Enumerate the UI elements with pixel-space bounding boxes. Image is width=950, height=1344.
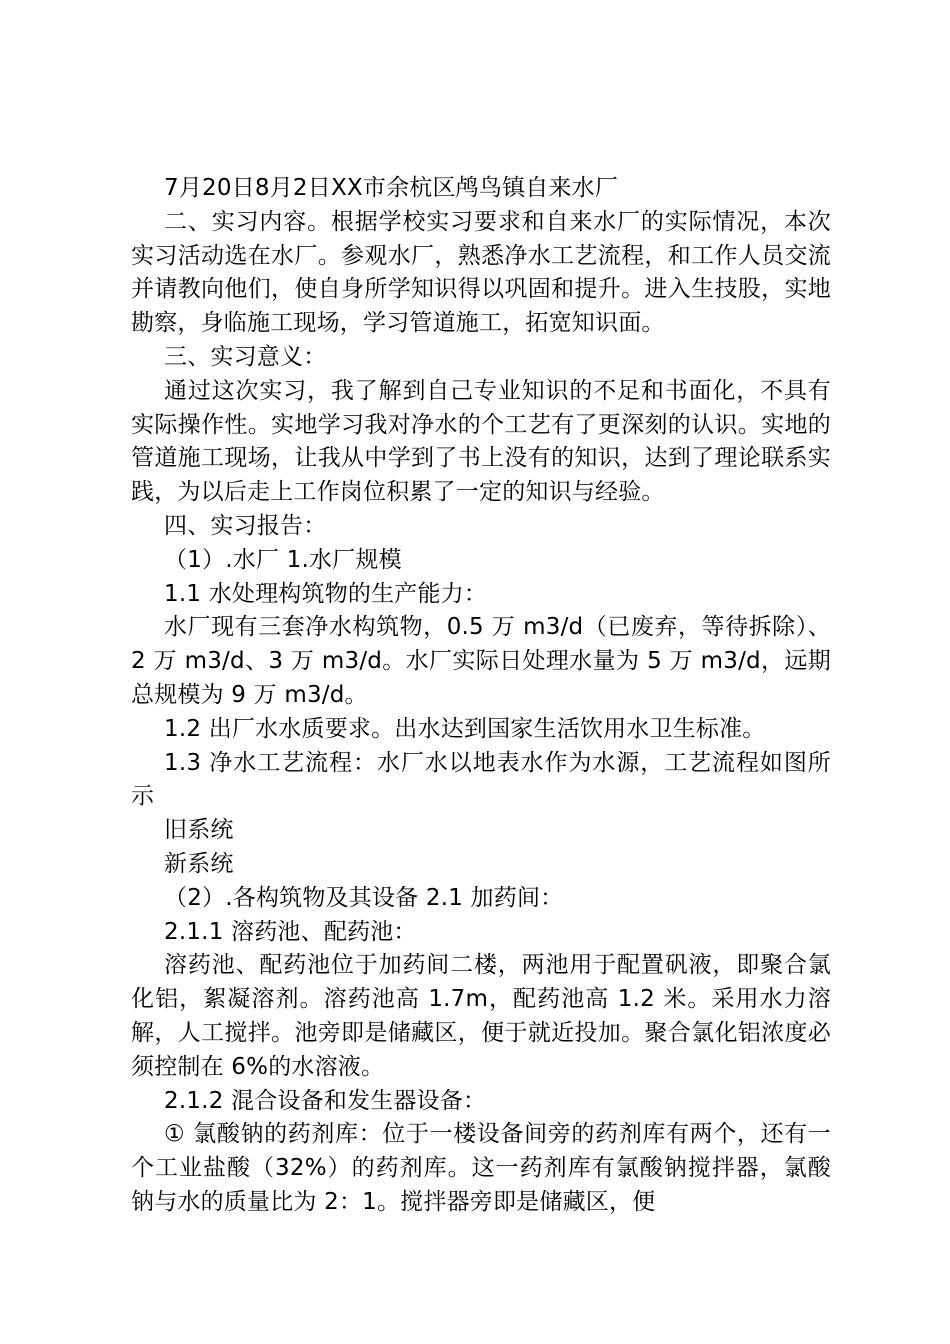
section-3-heading: 三、实习意义： — [164, 343, 327, 370]
subsection-1-1-heading: 1.1 水处理构筑物的生产能力： — [164, 580, 488, 607]
subsection-2-1-1-body: 溶药池、配药池位于加药间二楼，两池用于配置矾液，即聚合氯化铝，絮凝溶剂。溶药池高 1.7m，配药池高 1.2 米。采用水力溶解，人工搅拌。池旁即是储藏区，便于就近投加。聚合氯化铝浓度必须控制在 6%的水溶液。 — [131, 952, 831, 1080]
subsection-1-heading: （1）.水厂 1.水厂规模 — [164, 546, 402, 573]
location-line: 7月20日8月2日XX市余杭区鸬鸟镇自来水厂 — [164, 175, 619, 201]
subsection-2-1-1-heading: 2.1.1 溶药池、配药池： — [164, 918, 417, 945]
old-system-label: 旧系统 — [164, 817, 234, 844]
section-2-internship-content: 二、实习内容。根据学校实习要求和自来水厂的实际情况，本次实习活动选在水厂。参观水厂，熟悉净水工艺流程，和工作人员交流并请教向他们，使自身所学知识得以巩固和提升。进入生技股，实地勘察，身临施工现场，学习管道施工，拓宽知识面。 — [131, 208, 831, 337]
subsection-2-1-2-heading: 2.1.2 混合设备和发生器设备： — [164, 1087, 487, 1114]
new-system-label: 新系统 — [164, 850, 234, 877]
document-body — [131, 172, 831, 1220]
subsection-1-3: 1.3 净水工艺流程：水厂水以地表水作为水源，工艺流程如图所示 — [131, 749, 831, 810]
subsection-2-heading: （2）.各构筑物及其设备 2.1 加药间： — [164, 884, 564, 911]
subsection-1-2: 1.2 出厂水水质要求。出水达到国家生活饮用水卫生标准。 — [164, 715, 766, 742]
section-3-body: 通过这次实习，我了解到自己专业知识的不足和书面化，不具有实际操作性。实地学习我对净水的个工艺有了更深刻的认识。实地的管道施工现场，让我从中学到了书上没有的知识，达到了理论联系实践，为以后走上工作岗位积累了一定的知识与经验。 — [131, 377, 831, 506]
section-4-heading: 四、实习报告： — [164, 512, 327, 539]
subsection-2-1-2-item-1: ① 氯酸钠的药剂库：位于一楼设备间旁的药剂库有两个，还有一个工业盐酸（32%）的药剂库。这一药剂库有氯酸钠搅拌器，氯酸钠与水的质量比为 2：1。搅拌器旁即是储藏区，便 — [131, 1121, 831, 1215]
subsection-1-1-body: 水厂现有三套净水构筑物，0.5 万 m3/d（已废弃，等待拆除）、2 万 m3/d、3 万 m3/d。水厂实际日处理水量为 5 万 m3/d，远期总规模为 9 万 m3/d。 — [131, 614, 831, 708]
